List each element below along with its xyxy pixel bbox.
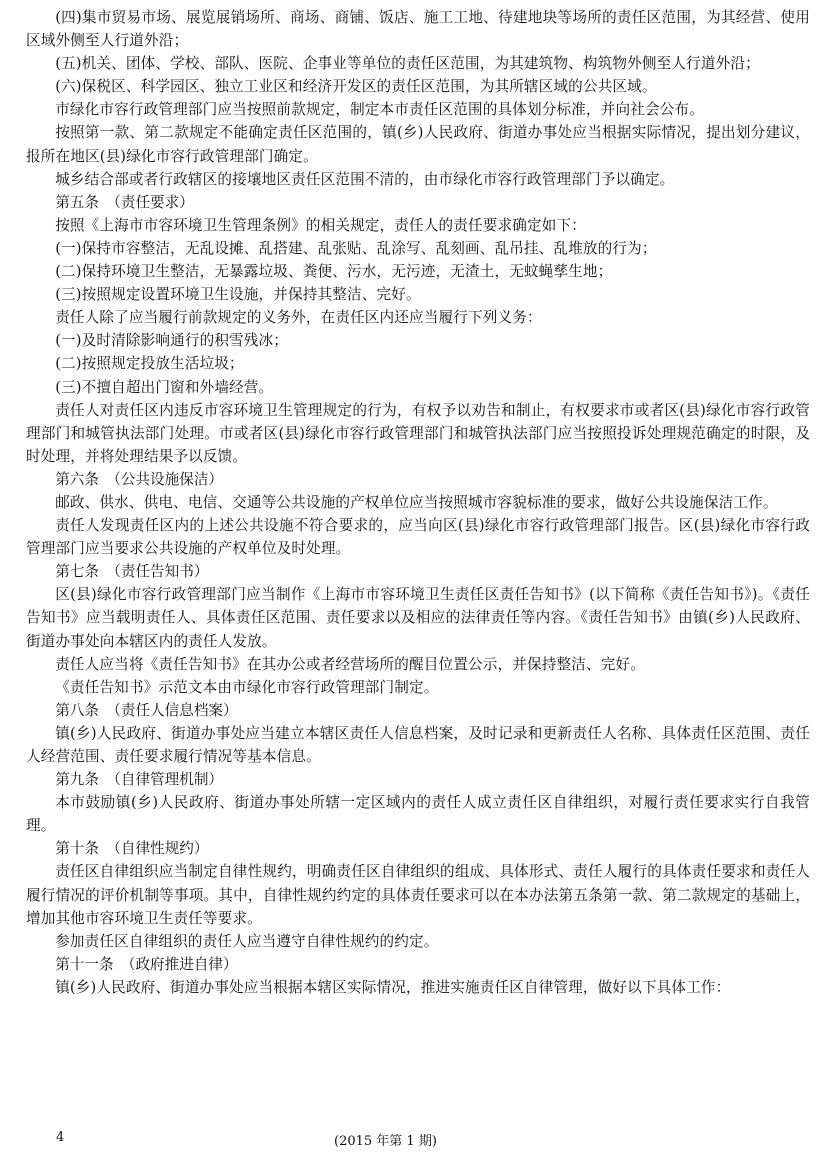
body-paragraph: (二)按照规定投放生活垃圾； (55, 355, 244, 373)
body-paragraph: (一)保持市容整洁，无乱设摊、乱搭建、乱张贴、乱涂写、乱刻画、乱吊挂、乱堆放的行为； (55, 239, 657, 257)
body-paragraph: 镇(乡)人民政府、街道办事处应当根据本辖区实际情况，推进实施责任区自律管理，做好以下具体工作： (55, 978, 731, 996)
article-heading: 第七条 （责任告知书） (55, 563, 209, 581)
body-paragraph: 镇(乡)人民政府、街道办事处应当建立本辖区责任人信息档案，及时记录和更新责任人名称、具体责任区范围、责任人经营范围、责任要求履行情况等基本信息。 (26, 724, 810, 765)
article-heading: 第八条 （责任人信息档案） (55, 701, 238, 719)
body-paragraph: 本市鼓励镇(乡)人民政府、街道办事处所辖一定区域内的责任人成立责任区自律组织，对履行责任要求实行自我管理。 (26, 794, 810, 835)
body-paragraph: 市绿化市容行政管理部门应当按照前款规定，制定本市责任区范围的具体划分标准，并向社会公布。 (55, 101, 704, 119)
page-footer (0, 1128, 827, 1152)
body-paragraph: (三)按照规定设置环境卫生设施，并保持其整洁、完好。 (55, 286, 421, 304)
body-paragraph: (二)保持环境卫生整洁，无暴露垃圾、粪便、污水，无污迹，无渣土，无蚊蝇孳生地； (55, 263, 613, 281)
article-heading: 第九条 （自律管理机制） (55, 771, 224, 789)
body-paragraph: (三)不擅自超出门窗和外墙经营。 (55, 378, 274, 396)
article-heading: 第六条 （公共设施保洁） (55, 470, 224, 488)
body-paragraph: 区(县)绿化市容行政管理部门应当制作《上海市市容环境卫生责任区责任告知书》(以下简称《责任告知书》)。《责任告知书》应当载明责任人、具体责任区范围、责任要求以及相应的法律责任等内容。《责任告知书》由镇(乡)人民政府、街道办事处向本辖区内的责任人发放。 (26, 586, 810, 650)
body-paragraph: 邮政、供水、供电、电信、交通等公共设施的产权单位应当按照城市容貌标准的要求，做好公共设施保洁工作。 (55, 493, 778, 511)
body-paragraph: 按照《上海市市容环境卫生管理条例》的相关规定，责任人的责任要求确定如下： (55, 216, 586, 234)
article-heading: 第十一条 （政府推进自律） (55, 955, 238, 973)
body-paragraph: (一)及时清除影响通行的积雪残冰； (55, 332, 289, 350)
issue-label: (2015 年第 1 期) (334, 1134, 437, 1149)
document-body (26, 6, 810, 999)
body-paragraph: 参加责任区自律组织的责任人应当遵守自律性规约的约定。 (55, 932, 439, 950)
body-paragraph: 责任人除了应当履行前款规定的义务外，在责任区内还应当履行下列义务： (55, 309, 542, 327)
body-paragraph: (六)保税区、科学园区、独立工业区和经济开发区的责任区范围，为其所辖区域的公共区域。 (55, 78, 657, 96)
body-paragraph: 责任人发现责任区内的上述公共设施不符合要求的，应当向区(县)绿化市容行政管理部门报告。区(县)绿化市容行政管理部门应当要求公共设施的产权单位及时处理。 (26, 517, 810, 558)
body-paragraph: 《责任告知书》示范文本由市绿化市容行政管理部门制定。 (55, 678, 439, 696)
body-paragraph: 责任人应当将《责任告知书》在其办公或者经营场所的醒目位置公示，并保持整洁、完好。 (55, 655, 645, 673)
article-heading: 第十条 （自律性规约） (55, 840, 209, 858)
body-paragraph: 责任区自律组织应当制定自律性规约，明确责任区自律组织的组成、具体形式、责任人履行的具体责任要求和责任人履行情况的评价机制等事项。其中，自律性规约约定的具体责任要求可以在本办法第五条第一款、第二款规定的基础上，增加其他市容环境卫生责任等要求。 (26, 863, 810, 927)
page-number: 4 (56, 1130, 65, 1145)
body-paragraph: 城乡结合部或者行政辖区的接壤地区责任区范围不清的，由市绿化市容行政管理部门予以确定。 (55, 170, 675, 188)
body-paragraph: 责任人对责任区内违反市容环境卫生管理规定的行为，有权予以劝告和制止，有权要求市或者区(县)绿化市容行政管理部门和城管执法部门处理。市或者区(县)绿化市容行政管理部门和城管执法部门应当按照投诉处理规范确定的时限，及时处理，并将处理结果予以反馈。 (26, 401, 810, 465)
body-paragraph: 按照第一款、第二款规定不能确定责任区范围的，镇(乡)人民政府、街道办事处应当根据实际情况，提出划分建议，报所在地区(县)绿化市容行政管理部门确定。 (26, 124, 810, 165)
body-paragraph: (五)机关、团体、学校、部队、医院、企事业等单位的责任区范围，为其建筑物、构筑物外侧至人行道外沿； (55, 55, 760, 73)
article-heading: 第五条 （责任要求） (55, 193, 194, 211)
body-paragraph: (四)集市贸易市场、展览展销场所、商场、商铺、饭店、施工工地、待建地块等场所的责任区范围，为其经营、使用区域外侧至人行道外沿； (26, 9, 810, 50)
